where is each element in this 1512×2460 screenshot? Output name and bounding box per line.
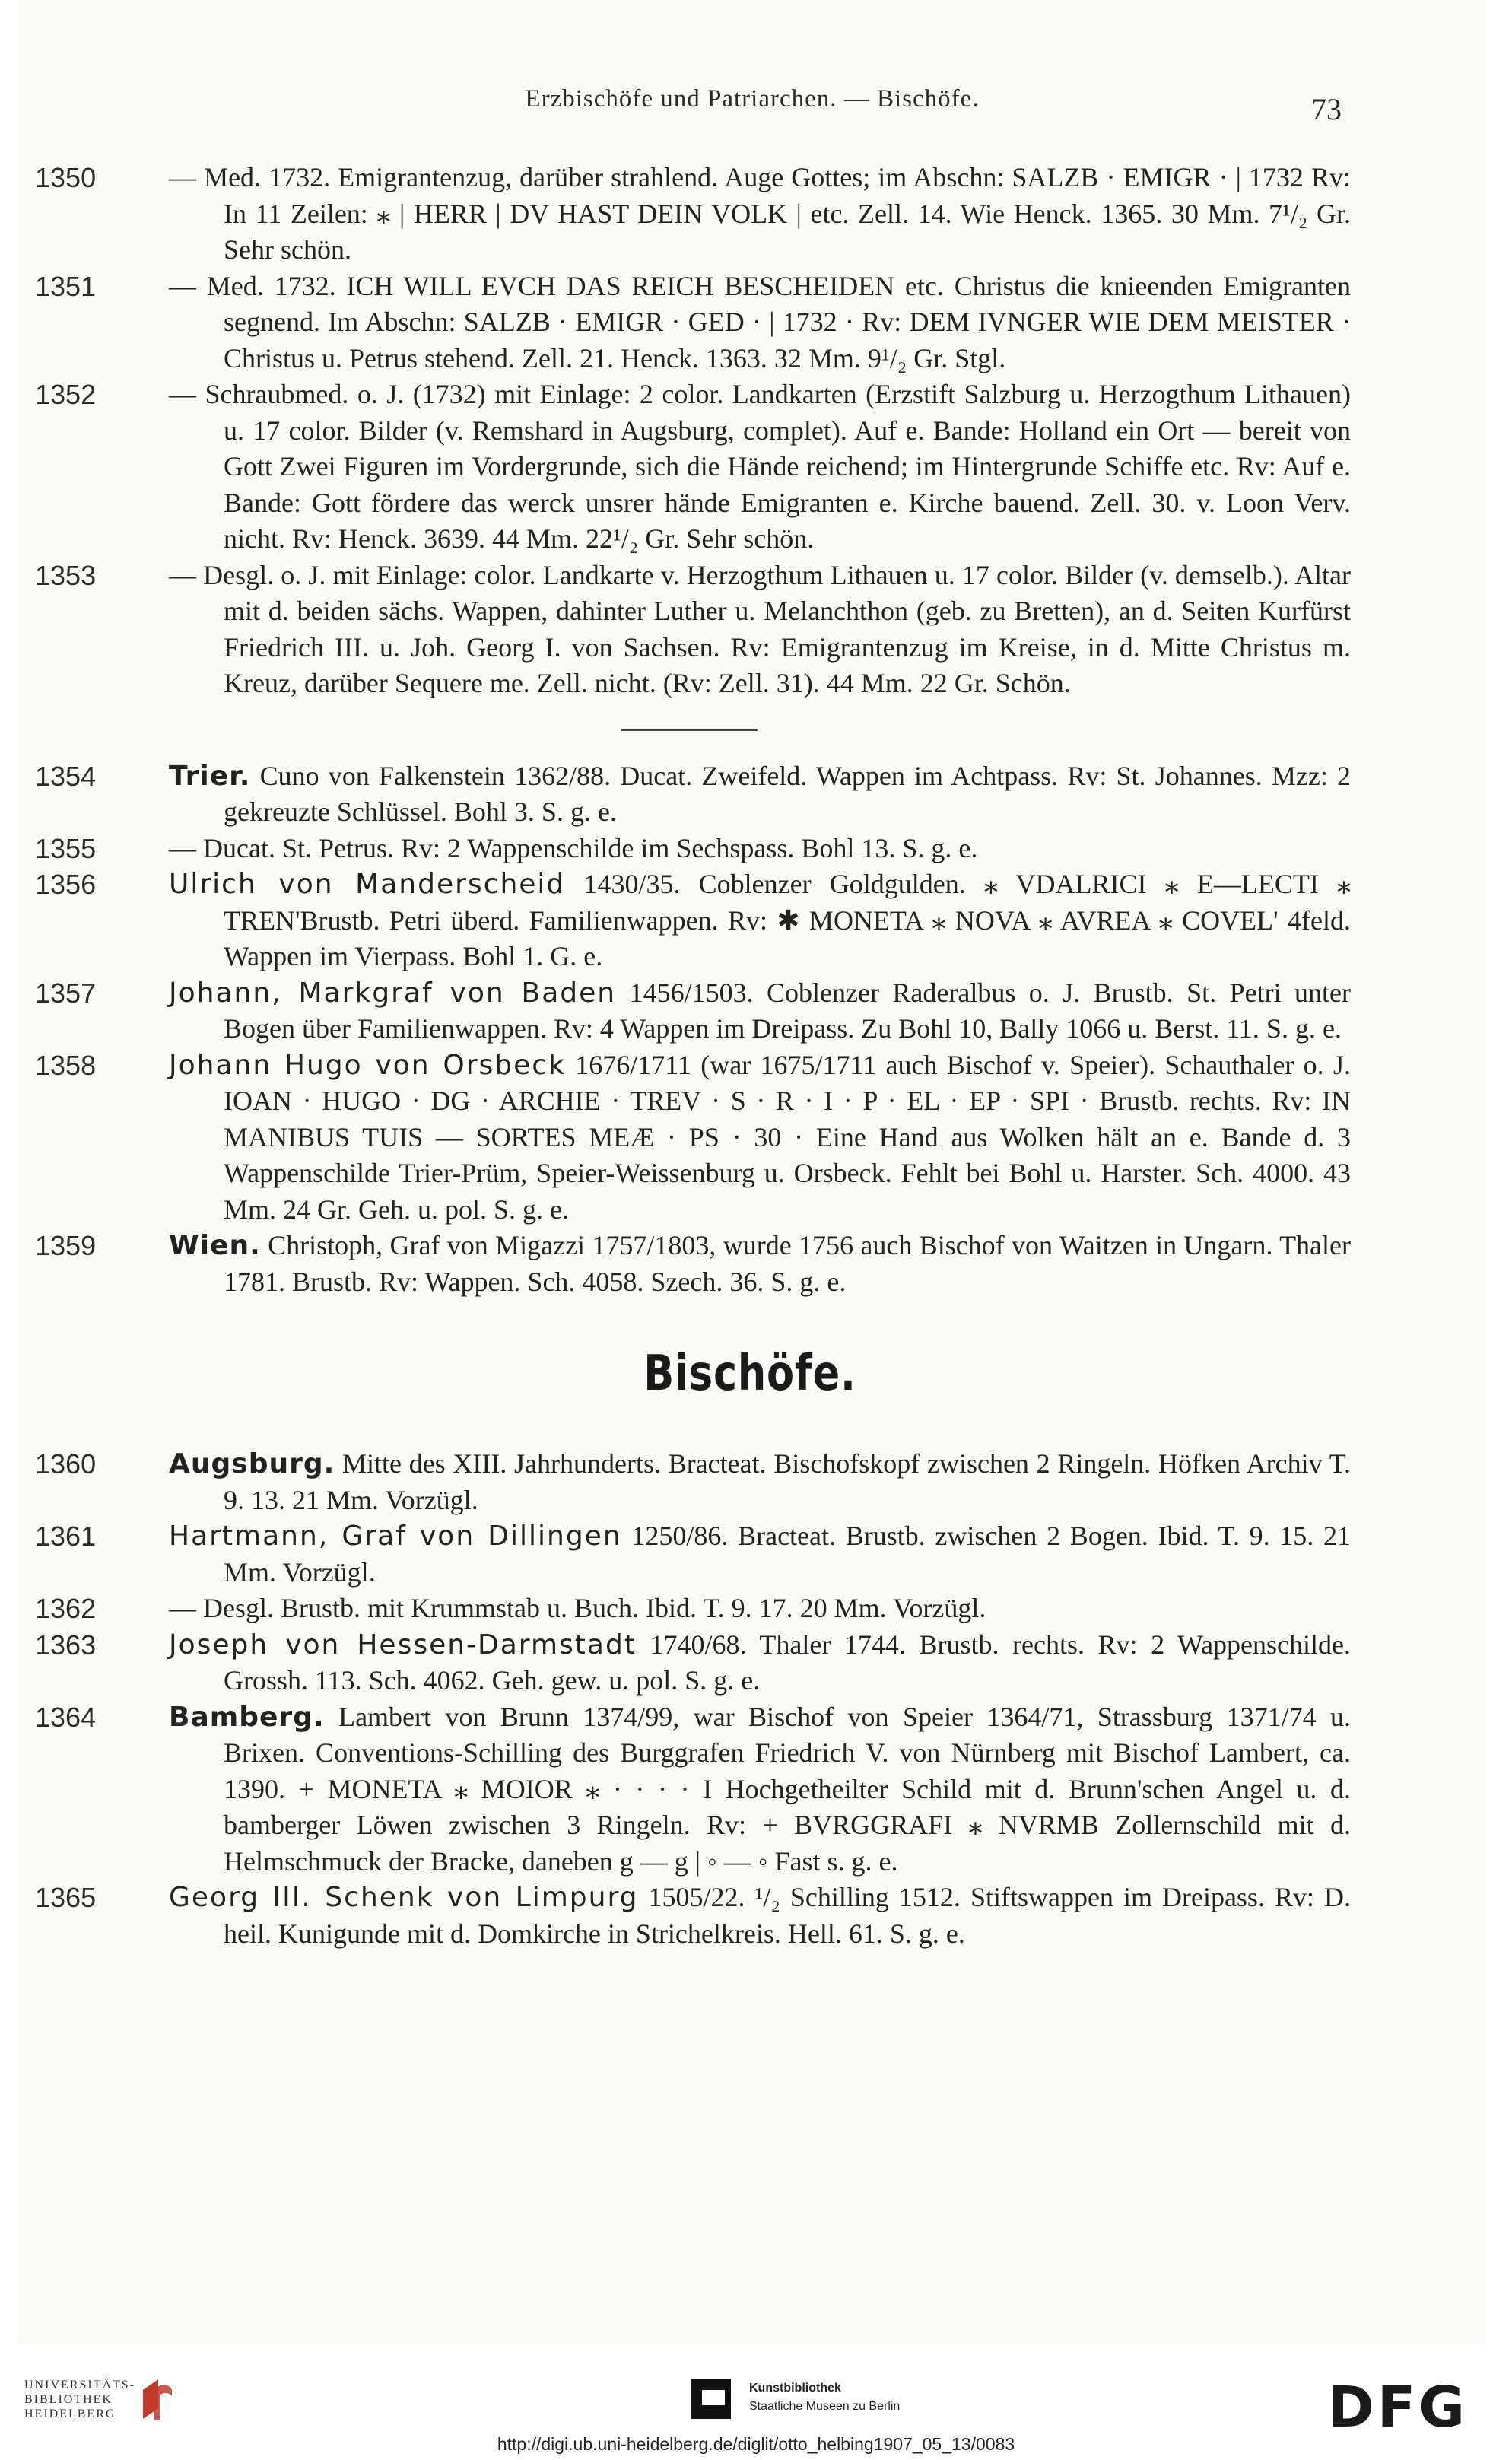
entry-heading: Bamberg. xyxy=(169,1701,325,1733)
entry-body xyxy=(169,1446,1352,1518)
catalog-entry xyxy=(35,1446,1351,1518)
catalog-entry xyxy=(35,1047,1351,1228)
entry-text: Desgl. Brustb. mit Krummstab u. Buch. Ibid. T. 9. 17. 20 Mm. Vorzügl. xyxy=(203,1593,986,1623)
catalog-entry xyxy=(35,1699,1351,1880)
entry-heading: Hartmann, Graf von Dillingen xyxy=(169,1521,622,1552)
entry-body xyxy=(169,160,1351,269)
catalog-entry xyxy=(35,975,1351,1047)
entry-body xyxy=(169,758,1352,831)
entry-body xyxy=(169,1047,1351,1228)
entry-number: 1364 xyxy=(35,1701,97,1733)
entry-heading: Johann, Markgraf von Baden xyxy=(169,977,617,1009)
entry-heading: Ulrich von Manderscheid xyxy=(169,869,566,900)
entry-body xyxy=(169,1627,1351,1699)
entry-text: Med. 1732. Emigrantenzug, darüber strahlend. Auge Gottes; im Abschn: SALZB · EMIGR · | 1732 Rv: In 11 Zeilen: ⁎ | HERR | DV HAST DEIN VOLK | etc. Zell. 14. Wie Henck. 1365. 30 Mm. 7¹/₂ Gr. Sehr schön. xyxy=(204,162,1351,265)
catalog-entry xyxy=(35,1880,1351,1952)
entry-text: Desgl. o. J. mit Einlage: color. Landkarte v. Herzogthum Lithauen u. 17 color. Bilder (v. demselb.). Altar mit d. beiden sächs. Wappen, dahinter Luther u. Melanchthon (geb. zu Bretten), an d. Seiten Kurfürst Friedrich III. u. Joh. Georg I. von Sachsen. Rv: Emigrantenzug im Kreise, in d. Mitte Christus m. Kreuz, darüber Sequere me. Zell. nicht. (Rv: Zell. 31). 44 Mm. 22 Gr. Schön. xyxy=(203,559,1351,698)
entry-body xyxy=(169,866,1351,975)
entry-text: Ducat. St. Petrus. Rv: 2 Wappenschilde im Sechspass. Bohl 13. S. g. e. xyxy=(203,832,978,863)
section-title: Bischöfe. xyxy=(643,1346,856,1402)
entry-heading: Trier. xyxy=(169,760,251,792)
entry-text: Mitte des XIII. Jahrhunderts. Bracteat. Bischofskopf zwischen 2 Ringeln. Höfken Archiv T. 9. 13. 21 Mm. Vorzügl. xyxy=(224,1448,1352,1515)
entry-body xyxy=(169,558,1351,702)
entry-heading: Augsburg. xyxy=(169,1448,335,1479)
entry-heading: Joseph von Hessen-Darmstadt xyxy=(169,1629,637,1661)
entry-dash: — xyxy=(169,270,207,301)
catalog-entry xyxy=(35,377,1351,558)
entry-body xyxy=(169,831,1351,867)
catalog-entry xyxy=(35,831,1351,867)
entry-dash: — xyxy=(169,379,205,409)
university-library-name: UNIVERSITÄTS- BIBLIOTHEK HEIDELBERG xyxy=(24,2379,135,2420)
viewer-footer xyxy=(0,2344,1512,2460)
entry-text: 1456/1503. Coblenzer Raderalbus o. J. Brustb. St. Petri unter Bogen über Familienwappen. Rv: 4 Wappen im Dreipass. Zu Bohl 10, Bally 1066 u. Berst. 11. S. g. e. xyxy=(224,977,1351,1044)
entry-number: 1363 xyxy=(35,1629,97,1661)
entry-number: 1360 xyxy=(35,1448,97,1479)
catalog-entry xyxy=(35,1627,1351,1699)
entry-text: 1430/35. Coblenzer Goldgulden. ⁎ VDALRICI ⁎ E—LECTI ⁎ TREN'Brustb. Petri überd. Familienwappen. Rv: ✱ MONETA ⁎ NOVA ⁎ AVREA ⁎ COVEL' 4feld. Wappen im Vierpass. Bohl 1. G. e. xyxy=(224,869,1351,971)
entry-heading: Johann Hugo von Orsbeck xyxy=(169,1049,566,1081)
entry-number: 1352 xyxy=(35,379,97,410)
kunstbibliothek-label: Kunstbibliothek Staatliche Museen zu Berlin xyxy=(749,2382,901,2413)
entry-number: 1351 xyxy=(35,270,97,302)
catalog-entry xyxy=(35,1518,1351,1591)
entry-body xyxy=(169,1518,1351,1591)
entry-body xyxy=(169,1699,1352,1880)
kunstbibliothek-logo-icon xyxy=(688,2376,734,2422)
catalog-entry xyxy=(35,269,1351,377)
running-head: Erzbischöfe und Patriarchen. — Bischöfe. xyxy=(525,85,980,113)
entry-heading: Wien. xyxy=(169,1230,261,1261)
entry-body xyxy=(169,975,1351,1047)
entry-number: 1355 xyxy=(35,832,97,864)
page-number: 73 xyxy=(1311,92,1342,126)
entry-text: Christoph, Graf von Migazzi 1757/1803, wurde 1756 auch Bischof von Waitzen in Ungarn. Thaler 1781. Brustb. Rv: Wappen. Sch. 4058. Szech. 36. S. g. e. xyxy=(224,1230,1352,1297)
entry-text: 1505/22. ¹/₂ Schilling 1512. Stiftswappen im Dreipass. Rv: D. heil. Kunigunde mit d. Domkirche in Strichelkreis. Hell. 61. S. g. e. xyxy=(224,1882,1351,1949)
entry-number: 1353 xyxy=(35,559,97,591)
entry-number: 1359 xyxy=(35,1230,97,1261)
catalog-entry xyxy=(35,558,1351,702)
entry-dash: — xyxy=(169,1593,203,1623)
entry-number: 1357 xyxy=(35,977,97,1009)
entry-text: 1740/68. Thaler 1744. Brustb. rechts. Rv: 2 Wappenschilde. Grossh. 113. Sch. 4062. Geh. gew. u. pol. S. g. e. xyxy=(224,1629,1351,1696)
entry-text: Schraubmed. o. J. (1732) mit Einlage: 2 color. Landkarten (Erzstift Salzburg u. Herzogthum Lithauen) u. 17 color. Bilder (v. Remshard in Augsburg, complet). Auf e. Bande: Holland ein Ort — bereit von Gott Zwei Figuren im Vordergrunde, sich die Hände reichend; im Hintergrunde Schiffe etc. Rv: Auf e. Bande: Gott fördere das werck unsrer hände Emigranten e. Kirche bauend. Zell. 30. v. Loon Verv. nicht. Rv: Henck. 3639. 44 Mm. 22¹/₂ Gr. Sehr schön. xyxy=(205,379,1351,554)
entry-text: 1250/86. Bracteat. Brustb. zwischen 2 Bogen. Ibid. T. 9. 15. 21 Mm. Vorzügl. xyxy=(224,1521,1351,1588)
entry-dash: — xyxy=(169,162,205,192)
catalog-entry xyxy=(35,866,1351,975)
entry-body xyxy=(169,377,1351,558)
entry-dash: — xyxy=(169,832,203,863)
dfg-logo: DFG xyxy=(1327,2375,1468,2440)
document-page xyxy=(18,0,1486,2344)
entry-text: Cuno von Falkenstein 1362/88. Ducat. Zweifeld. Wappen im Achtpass. Rv: St. Johannes. Mzz: 2 gekreuzte Schlüssel. Bohl 3. S. g. e. xyxy=(224,760,1352,827)
entry-body xyxy=(169,1880,1351,1952)
section-divider xyxy=(621,729,758,731)
catalog-entry xyxy=(35,1228,1351,1300)
entry-number: 1354 xyxy=(35,760,97,792)
entry-body xyxy=(169,269,1352,377)
entry-number: 1361 xyxy=(35,1521,97,1552)
entry-number: 1358 xyxy=(35,1049,97,1081)
catalog-entry xyxy=(35,758,1351,831)
entry-number: 1350 xyxy=(35,162,97,193)
entry-text: Med. 1732. ICH WILL EVCH DAS REICH BESCHEIDEN etc. Christus die knieenden Emigranten segnend. Im Abschn: SALZB · EMIGR · GED · | 1732 · Rv: DEM IVNGER WIE DEM MEISTER · Christus u. Petrus stehend. Zell. 21. Henck. 1363. 32 Mm. 9¹/₂ Gr. Stgl. xyxy=(206,270,1352,373)
entry-body xyxy=(169,1591,1351,1627)
entry-number: 1362 xyxy=(35,1593,97,1624)
entry-number: 1365 xyxy=(35,1882,97,1913)
entry-text: 1676/1711 (war 1675/1711 auch Bischof v. Speier). Schauthaler o. J. IOAN · HUGO · DG · ARCHIE · TREV · S · R · I · P · EL · EP · SPI · Brustb. rechts. Rv: IN MANIBUS TUIS — SORTES MEÆ · PS · 30 · Eine Hand aus Wolken hält an e. Bande d. 3 Wappenschilde Trier-Prüm, Speier-Weissenburg u. Orsbeck. Fehlt bei Bohl u. Harster. Sch. 4000. 43 Mm. 24 Gr. Geh. u. pol. S. g. e. xyxy=(224,1049,1351,1225)
entry-heading: Georg III. Schenk von Limpurg xyxy=(169,1882,639,1913)
entry-dash: — xyxy=(169,559,204,590)
catalog-entry xyxy=(35,160,1351,269)
entry-group-salzburg-medals xyxy=(35,160,1351,702)
university-logo-icon xyxy=(135,2373,181,2427)
entry-group-bishops xyxy=(35,1446,1351,1952)
entry-number: 1356 xyxy=(35,869,97,900)
entry-group-archbishops xyxy=(35,758,1351,1301)
entry-text: Lambert von Brunn 1374/99, war Bischof von Speier 1364/71, Strassburg 1371/74 u. Brixen. Conventions-Schilling des Burggrafen Friedrich V. von Nürnberg mit Bischof Lambert, ca. 1390. + MONETA ⁎ MOIOR ⁎ · · · · I Hochgetheilter Schild mit d. Brunn'schen Angel u. d. bamberger Löwen zwischen 3 Ringeln. Rv: + BVRGGRAFI ⁎ NVRMB Zollernschild mit d. Helmschmuck der Bracke, daneben g — g | ◦ — ◦ Fast s. g. e. xyxy=(224,1701,1352,1877)
permalink-url[interactable]: http://digi.ub.uni-heidelberg.de/diglit/otto_helbing1907_05_13/0083 xyxy=(497,2434,1015,2454)
catalog-entries xyxy=(35,160,1351,1952)
entry-body xyxy=(169,1228,1352,1300)
catalog-entry xyxy=(35,1591,1351,1627)
